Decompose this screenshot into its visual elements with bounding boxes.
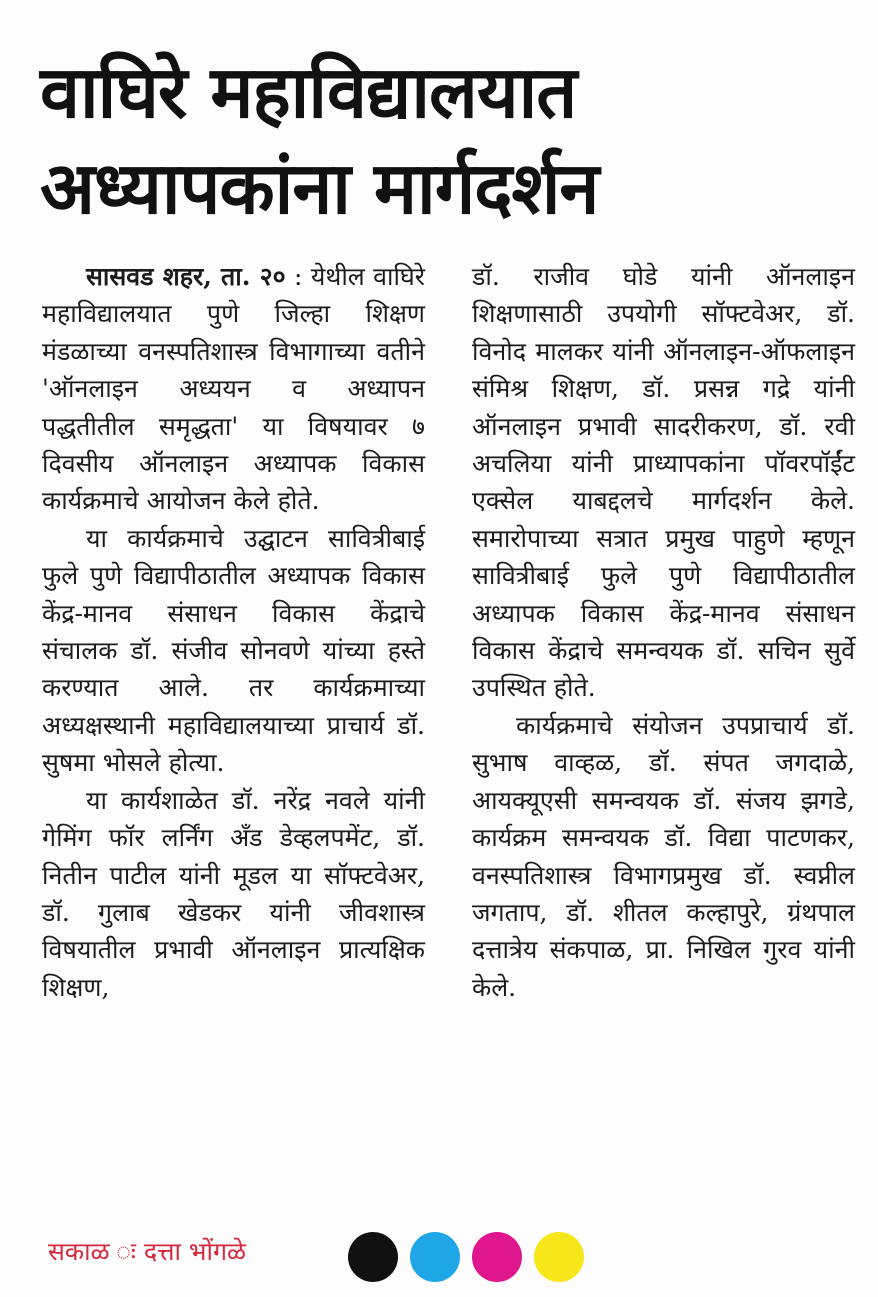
footer bbox=[48, 1232, 848, 1282]
registration-dot-black bbox=[348, 1232, 398, 1282]
registration-dot-yellow bbox=[534, 1232, 584, 1282]
paragraph-intro bbox=[42, 258, 425, 520]
dateline: सासवड शहर, ता. २० bbox=[86, 262, 286, 291]
article-body bbox=[42, 258, 855, 1228]
registration-dot-cyan bbox=[410, 1232, 460, 1282]
headline bbox=[40, 44, 840, 236]
paragraph-workshop-continued: डॉ. राजीव घोडे यांनी ऑनलाइन शिक्षणासाठी उपयोगी सॉफ्टवेअर, डॉ. विनोद मालकर यांनी ऑनलाइन-ऑफलाइन संमिश्र शिक्षण, डॉ. प्रसन्न गद्रे यांनी ऑनलाइन प्रभावी सादरीकरण, डॉ. रवी अचलिया यांनी प्राध्यापकांना पॉवरपॉईंट एक्सेल याबद्दलचे मार्गदर्शन केले. समारोपाच्या सत्रात प्रमुख पाहुणे म्हणून सावित्रीबाई फुले पुणे विद्यापीठातील अध्यापक विकास केंद्र-मानव संसाधन विकास केंद्राचे समन्वयक डॉ. सचिन सुर्वे उपस्थित होते. bbox=[472, 262, 855, 703]
left-column bbox=[42, 258, 425, 1006]
paragraph-intro-text: : येथील वाघिरे महाविद्यालयात पुणे जिल्हा शिक्षण मंडळाच्या वनस्पतिशास्त्र विभागाच्या वतीने 'ऑनलाइन अध्ययन व अध्यापन पद्धतीतील समृद्धता' या विषयावर ७ दिवसीय ऑनलाइन अध्यापक विकास कार्यक्रमाचे आयोजन केले होते. bbox=[42, 262, 425, 516]
registration-dot-magenta bbox=[472, 1232, 522, 1282]
right-column bbox=[472, 258, 855, 1006]
paragraph-organizers: कार्यक्रमाचे संयोजन उपप्राचार्य डॉ. सुभाष वाव्हळ, डॉ. संपत जगदाळे, आयक्यूएसी समन्वयक डॉ. संजय झगडे, कार्यक्रम समन्वयक डॉ. विद्या पाटणकर, वनस्पतिशास्त्र विभागप्रमुख डॉ. स्वप्नील जगताप, डॉ. शीतल कल्हापुरे, ग्रंथपाल दत्तात्रेय संकपाळ, प्रा. निखिल गुरव यांनी केले. bbox=[472, 710, 855, 1002]
headline-line-2: अध्यापकांना मार्गदर्शन bbox=[40, 146, 599, 230]
photo-credit: सकाळ ः दत्ता भोंगळे bbox=[48, 1237, 247, 1266]
paragraph-inauguration: या कार्यक्रमाचे उद्घाटन सावित्रीबाई फुले पुणे विद्यापीठातील अध्यापक विकास केंद्र-मानव संसाधन विकास केंद्राचे संचालक डॉ. संजीव सोनवणे यांच्या हस्ते करण्यात आले. तर कार्यक्रमाच्या अध्यक्षस्थानी महाविद्यालयाच्या प्राचार्य डॉ. सुषमा भोसले होत्या. bbox=[42, 523, 425, 778]
headline-line-1: वाघिरे महाविद्यालयात bbox=[40, 50, 577, 134]
paragraph-workshop: या कार्यशाळेत डॉ. नरेंद्र नवले यांनी गेमिंग फॉर लर्निंग अँड डेव्हलपमेंट, डॉ. नितीन पाटील यांनी मूडल या सॉफ्टवेअर, डॉ. गुलाब खेडकर यांनी जीवशास्त्र विषयातील प्रभावी ऑनलाइन प्रात्यक्षिक शिक्षण, bbox=[42, 785, 425, 1002]
